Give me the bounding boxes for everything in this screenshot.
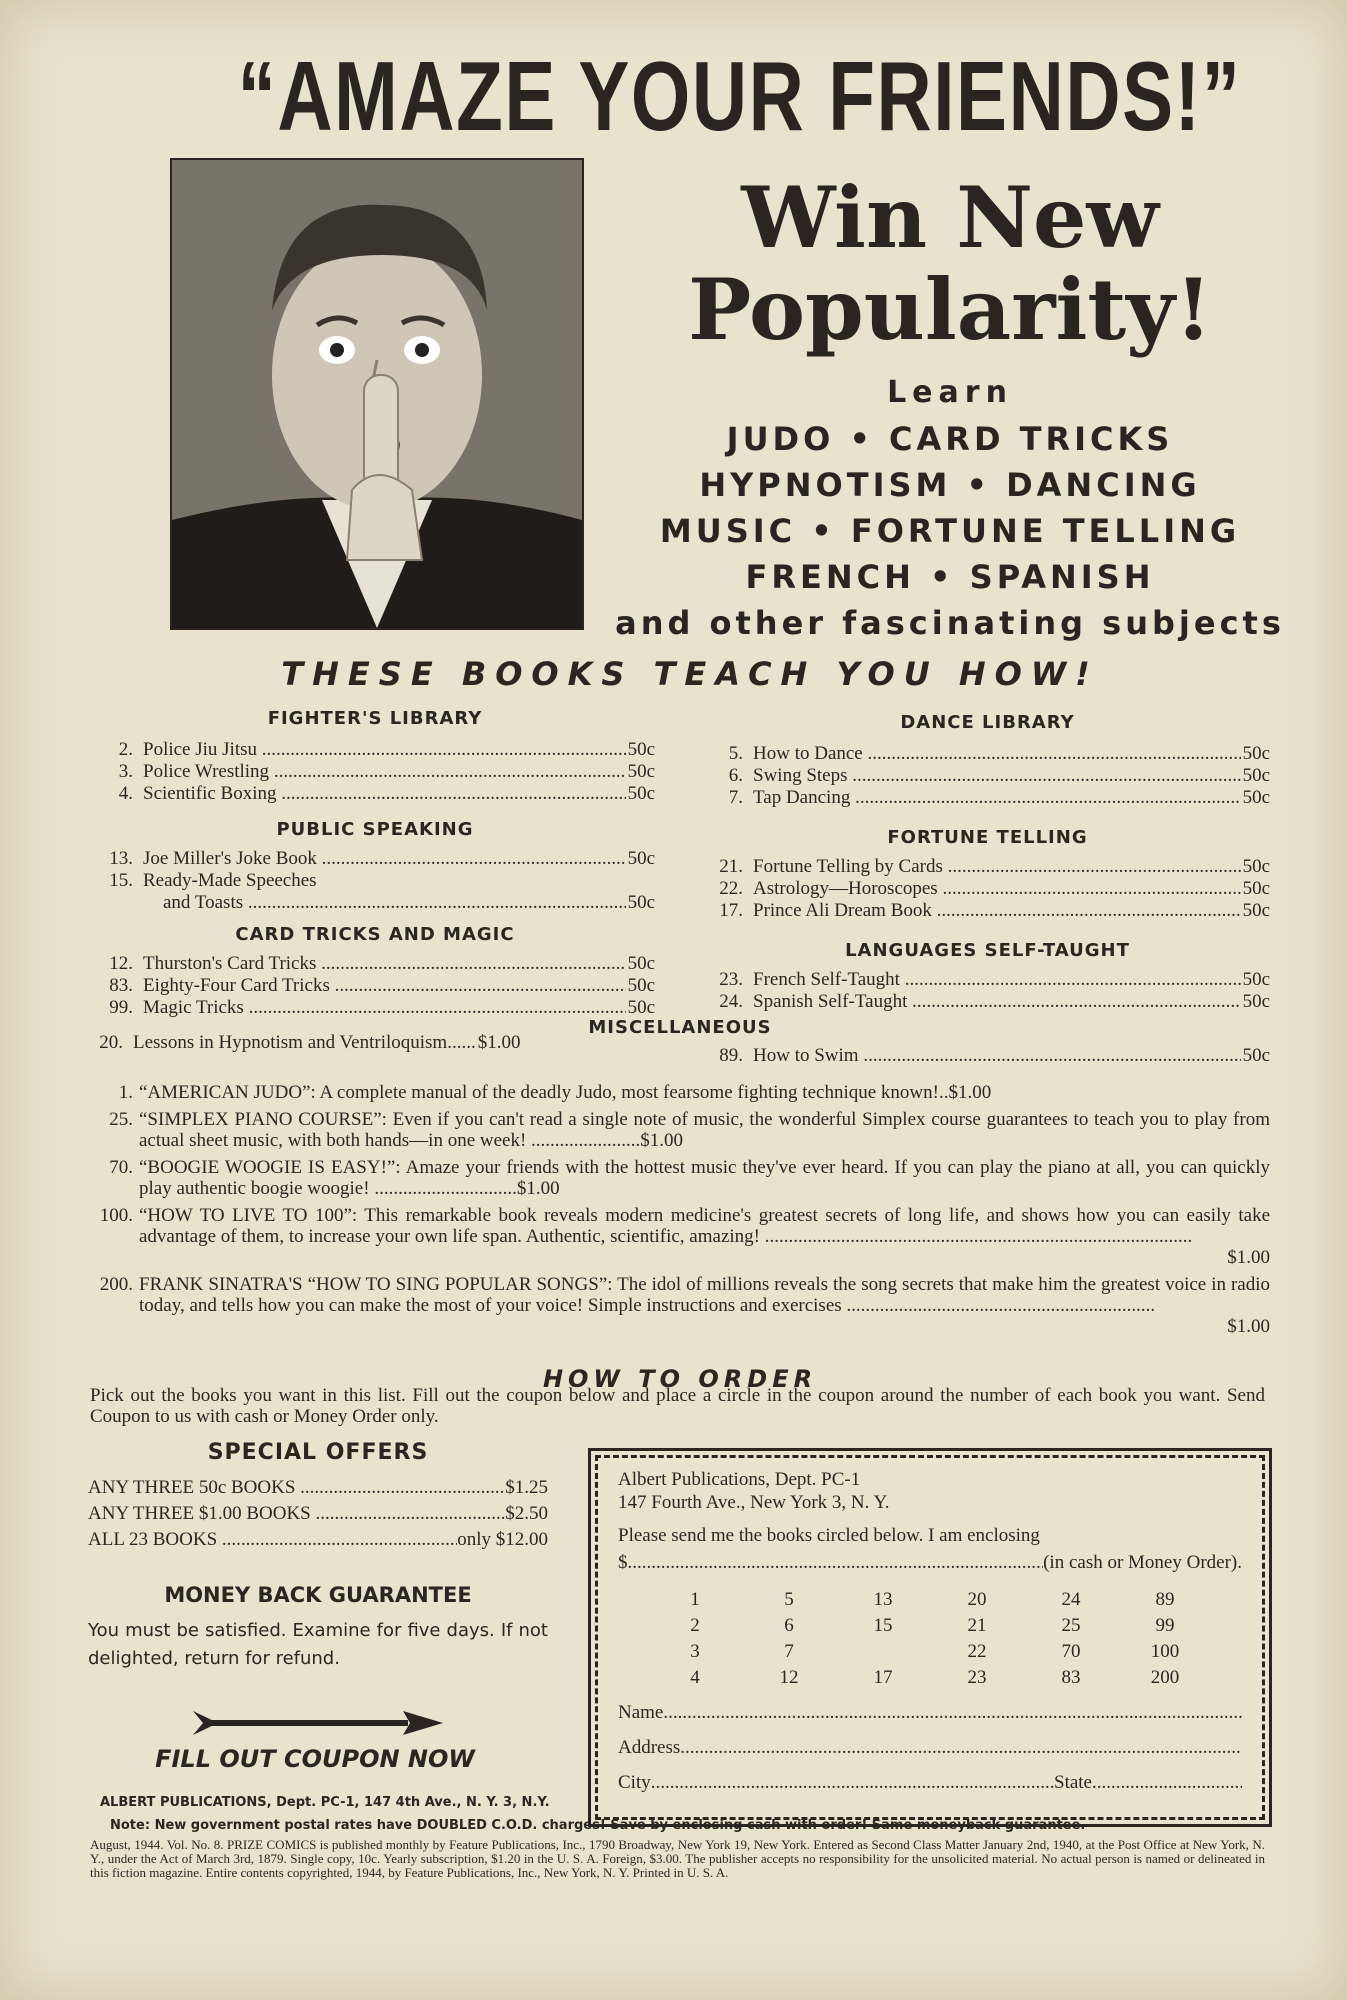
book-number: 100. (99, 1205, 133, 1226)
book-number: 21. (719, 856, 743, 877)
coupon-number[interactable]: 83 (1061, 1667, 1081, 1688)
featured-book (85, 1109, 1270, 1151)
book-title: Joe Miller's Joke Book ..... (143, 848, 626, 870)
state-label: State (1054, 1772, 1092, 1793)
book-number: 1. (118, 1082, 133, 1103)
book-number: 23. (719, 969, 743, 990)
subjects-line2: HYPNOTISM • DANCING (699, 466, 1201, 504)
book-row-cont (95, 892, 655, 914)
book-number: 3. (118, 761, 133, 782)
book-number: 15. (109, 870, 133, 891)
book-title: Thurston's Card Tricks ..... (143, 953, 626, 975)
book-row (705, 900, 1270, 922)
coupon-number[interactable]: 17 (873, 1667, 893, 1688)
address-label: Address (618, 1737, 681, 1758)
book-price: $1.00 (477, 1032, 521, 1053)
book-row (705, 743, 1270, 765)
coupon-number[interactable]: 3 (690, 1641, 700, 1662)
teach-heading: THESE BOOKS TEACH YOU HOW! (281, 655, 1099, 693)
book-number: 2. (118, 739, 133, 760)
coupon-number[interactable]: 200 (1150, 1667, 1180, 1688)
book-row (705, 969, 1270, 991)
featured-book (85, 1274, 1270, 1337)
how-to-order-text: Pick out the books you want in this list. Fill out the coupon below and place a circle in the coupon around the number of each book you want. Send Coupon to us with cash or Money Order only. (90, 1385, 1265, 1427)
book-row (705, 765, 1270, 787)
book-row (705, 1045, 1270, 1067)
book-number: 22. (719, 878, 743, 899)
book-title: Lessons in Hypnotism and Ventriloquism (133, 1032, 448, 1053)
book-price: 50c (627, 953, 655, 974)
book-row (705, 787, 1270, 809)
book-title: Astrology—Horoscopes ..... (753, 878, 1241, 900)
coupon-number[interactable]: 100 (1150, 1641, 1180, 1662)
guarantee-title: MONEY BACK GUARANTEE (164, 1583, 472, 1607)
section-title: PUBLIC SPEAKING (276, 819, 474, 840)
book-number: 17. (719, 900, 743, 921)
book-price: $1.00 (516, 1178, 560, 1199)
book-row (95, 739, 655, 761)
book-description: “BOOGIE WOOGIE IS EASY!”: Amaze your friends with the hottest music they've ever heard. If you can play the piano at all, you can quickly play authentic boogie woogie! .............................. (139, 1157, 1270, 1199)
book-row (705, 878, 1270, 900)
man-shushing-illustration (172, 160, 582, 628)
amount-field[interactable] (618, 1551, 1242, 1574)
subjects-line3: MUSIC • FORTUNE TELLING (659, 512, 1241, 550)
book-title: Prince Ali Dream Book ..... (753, 900, 1241, 922)
book-price: 50c (1242, 856, 1270, 877)
city-label: City (618, 1772, 651, 1793)
offer-row (88, 1501, 548, 1527)
how-to-order-title: HOW TO ORDER (542, 1365, 818, 1393)
subjects-line5: and other fascinating subjects (615, 604, 1285, 642)
book-row (95, 997, 655, 1019)
book-title: Ready-Made Speeches (143, 870, 317, 891)
coupon-number[interactable]: 15 (873, 1615, 893, 1636)
fill-out-coupon: FILL OUT COUPON NOW (155, 1745, 475, 1773)
state-blank[interactable] (1092, 1771, 1242, 1794)
coupon-number[interactable]: 2 (690, 1615, 700, 1636)
coupon-number[interactable]: 20 (967, 1589, 987, 1610)
book-title: French Self-Taught ..... (753, 969, 1241, 991)
city-state-field[interactable] (618, 1771, 1242, 1794)
book-title: Eighty-Four Card Tricks ..... (143, 975, 626, 997)
learn-label: Learn (887, 375, 1013, 410)
fine-print: August, 1944. Vol. No. 8. PRIZE COMICS is published monthly by Feature Publications, Inc., 1790 Broadway, New York 19, New York. Entered as Second Class Matter January 2nd, 1940, at the Post Office at New York, N. Y., under the Act of March 3rd, 1879. Single copy, 10c. Yearly subscription, $1.20 in the U. S. A. Foreign, $3.00. The publisher accepts no responsibility for the unsolicited material. No actual person is named or delineated in this fiction magazine. Entire contents copyrighted, 1944, by Feature Publications, Inc., New York, N. Y. Printed in U. S. A. (90, 1837, 1265, 1880)
coupon-number[interactable]: 23 (967, 1667, 987, 1688)
featured-book (85, 1157, 1270, 1199)
guarantee-text: You must be satisfied. Examine for five days. If not delighted, return for refund. (88, 1620, 548, 1669)
coupon-number[interactable]: 13 (873, 1589, 893, 1610)
coupon-number[interactable] (836, 1640, 930, 1663)
name-label: Name (618, 1702, 664, 1723)
offer-row (88, 1527, 548, 1553)
coupon-line2: 147 Fourth Ave., New York 3, N. Y. (618, 1492, 890, 1513)
address-blank[interactable] (680, 1736, 1242, 1759)
book-title: Tap Dancing ..... (753, 787, 1241, 809)
section-title: FIGHTER'S LIBRARY (267, 708, 483, 729)
book-price: 50c (1242, 969, 1270, 990)
book-price: 50c (1242, 1045, 1270, 1066)
offer-label: ALL 23 BOOKS ..... (88, 1527, 457, 1553)
coupon-number[interactable]: 7 (784, 1641, 794, 1662)
offer-label: ANY THREE $1.00 BOOKS ..... (88, 1501, 505, 1527)
book-price: $1.00 (948, 1082, 992, 1103)
book-row (705, 991, 1270, 1013)
misc-title: MISCELLANEOUS (588, 1017, 772, 1038)
coupon-number[interactable]: 4 (690, 1667, 700, 1688)
book-row (95, 953, 655, 975)
coupon-number[interactable]: 89 (1155, 1589, 1175, 1610)
win-line1: Win New (741, 168, 1159, 267)
book-description: “AMERICAN JUDO”: A complete manual of the deadly Judo, most fearsome fighting technique known!.. (139, 1082, 949, 1103)
book-description: “SIMPLEX PIANO COURSE”: Even if you can't read a single note of music, the wonderful Simplex course guarantees to teach you to play from actual sheet music, with both hands—in one week! ....................... (139, 1109, 1270, 1151)
coupon-number[interactable]: 99 (1155, 1615, 1175, 1636)
book-row (95, 761, 655, 783)
book-number: 6. (728, 765, 743, 786)
book-row (95, 783, 655, 805)
book-number-grid (648, 1588, 1212, 1689)
amount-prefix: $ (618, 1552, 628, 1573)
book-price: 50c (1242, 787, 1270, 808)
coupon-number[interactable]: 1 (690, 1589, 700, 1610)
book-row (705, 856, 1270, 878)
book-price: 50c (627, 848, 655, 869)
book-price: 50c (1242, 743, 1270, 764)
book-title: Police Wrestling ..... (143, 761, 626, 783)
book-number: 25. (109, 1109, 133, 1130)
book-price: 50c (627, 892, 655, 913)
book-title: Magic Tricks ..... (143, 997, 626, 1019)
amount-blank[interactable] (628, 1551, 1044, 1574)
subjects-list (600, 370, 1300, 646)
coupon-number[interactable]: 24 (1061, 1589, 1081, 1610)
section-title: FORTUNE TELLING (887, 827, 1088, 848)
arrow-right-icon (188, 1703, 448, 1743)
section-title: LANGUAGES SELF-TAUGHT (845, 940, 1130, 961)
coupon-number[interactable]: 70 (1061, 1641, 1081, 1662)
book-title: Spanish Self-Taught ..... (753, 991, 1241, 1013)
book-number: 5. (728, 743, 743, 764)
coupon-line1: Albert Publications, Dept. PC-1 (618, 1469, 861, 1490)
book-number: 7. (728, 787, 743, 808)
book-price: 50c (1242, 900, 1270, 921)
book-number: 99. (109, 997, 133, 1018)
win-line2: Popularity! (688, 260, 1212, 359)
dot-leader: ...... (447, 1032, 476, 1053)
order-coupon[interactable] (595, 1455, 1265, 1820)
offer-price: $1.25 (505, 1477, 548, 1498)
section-title: DANCE LIBRARY (900, 712, 1075, 733)
featured-book (85, 1205, 1270, 1268)
book-title: Fortune Telling by Cards ..... (753, 856, 1241, 878)
coupon-number[interactable]: 5 (784, 1589, 794, 1610)
amount-suffix: (in cash or Money Order). (1043, 1552, 1242, 1573)
win-popularity (620, 168, 1280, 359)
book-price: $1.00 (1227, 1316, 1270, 1337)
book-title: How to Swim ..... (753, 1045, 1241, 1067)
coupon-number[interactable]: 22 (967, 1641, 987, 1662)
coupon-number[interactable]: 12 (779, 1667, 799, 1688)
offer-price: only $12.00 (457, 1529, 548, 1550)
book-number: 83. (109, 975, 133, 996)
subjects-line4: FRENCH • SPANISH (745, 558, 1155, 596)
misc-left (85, 1032, 655, 1054)
book-number: 24. (719, 991, 743, 1012)
book-number: 12. (109, 953, 133, 974)
book-price: $1.00 (640, 1130, 684, 1151)
book-price: 50c (627, 761, 655, 782)
name-blank[interactable] (663, 1701, 1242, 1724)
book-title: How to Dance ..... (753, 743, 1241, 765)
book-row (95, 870, 655, 892)
coupon-number[interactable]: 21 (967, 1615, 987, 1636)
right-book-column (705, 712, 1270, 1013)
headline: “AMAZE YOUR FRIENDS!” (237, 41, 1242, 151)
book-description: “HOW TO LIVE TO 100”: This remarkable book reveals modern medicine's greatest secrets of long life, and shows how you can easily take advantage of them, to increase your own life span. Authentic, scientific, amazing! .......................................................................................... (139, 1205, 1270, 1247)
featured-book (85, 1082, 1270, 1103)
book-title: Scientific Boxing ..... (143, 783, 626, 805)
coupon-number[interactable]: 6 (784, 1615, 794, 1636)
publisher-address: ALBERT PUBLICATIONS, Dept. PC-1, 147 4th Ave., N. Y. 3, N.Y. (100, 1795, 550, 1810)
man-photo (170, 158, 584, 630)
book-price: 50c (627, 997, 655, 1018)
book-number: 13. (109, 848, 133, 869)
book-row (95, 975, 655, 997)
offer-row (88, 1475, 548, 1501)
book-price: $1.00 (1227, 1247, 1270, 1268)
book-title-cont: and Toasts ..... (143, 892, 626, 914)
offer-price: $2.50 (505, 1503, 548, 1524)
left-book-column (95, 708, 655, 1019)
coupon-line3: Please send me the books circled below. I am enclosing (618, 1525, 1040, 1546)
book-title: Police Jiu Jitsu ..... (143, 739, 626, 761)
book-price: 50c (627, 975, 655, 996)
name-field[interactable] (618, 1701, 1242, 1724)
special-offers (88, 1440, 548, 1743)
book-price: 50c (1242, 765, 1270, 786)
subjects-line1: JUDO • CARD TRICKS (726, 420, 1174, 458)
featured-books (85, 1082, 1270, 1343)
book-number: 200. (99, 1274, 133, 1295)
misc-right (705, 1045, 1270, 1067)
book-price: 50c (1242, 991, 1270, 1012)
book-price: 50c (627, 783, 655, 804)
book-number: 20. (99, 1032, 123, 1053)
book-row (95, 848, 655, 870)
offer-label: ANY THREE 50c BOOKS ..... (88, 1475, 505, 1501)
special-offers-title: SPECIAL OFFERS (207, 1440, 429, 1465)
postal-note: Note: New government postal rates have DOUBLED C.O.D. charges! Save by enclosing cash with order! Same moneyback guarantee. (110, 1818, 1086, 1833)
book-price: 50c (1242, 878, 1270, 899)
book-number: 89. (719, 1045, 743, 1066)
section-title: CARD TRICKS AND MAGIC (235, 924, 515, 945)
book-number: 4. (118, 783, 133, 804)
city-blank[interactable] (651, 1771, 1054, 1794)
coupon-number[interactable]: 25 (1061, 1615, 1081, 1636)
book-row (85, 1032, 655, 1054)
book-price: 50c (627, 739, 655, 760)
book-title: Swing Steps ..... (753, 765, 1241, 787)
address-field[interactable] (618, 1736, 1242, 1759)
book-number: 70. (109, 1157, 133, 1178)
book-description: FRANK SINATRA'S “HOW TO SING POPULAR SONGS”: The idol of millions reveals the song secrets that make him the greatest voice in radio today, and tells how you can make the most of your voice! Simple instructions and exercises ................................................................. (139, 1274, 1270, 1316)
